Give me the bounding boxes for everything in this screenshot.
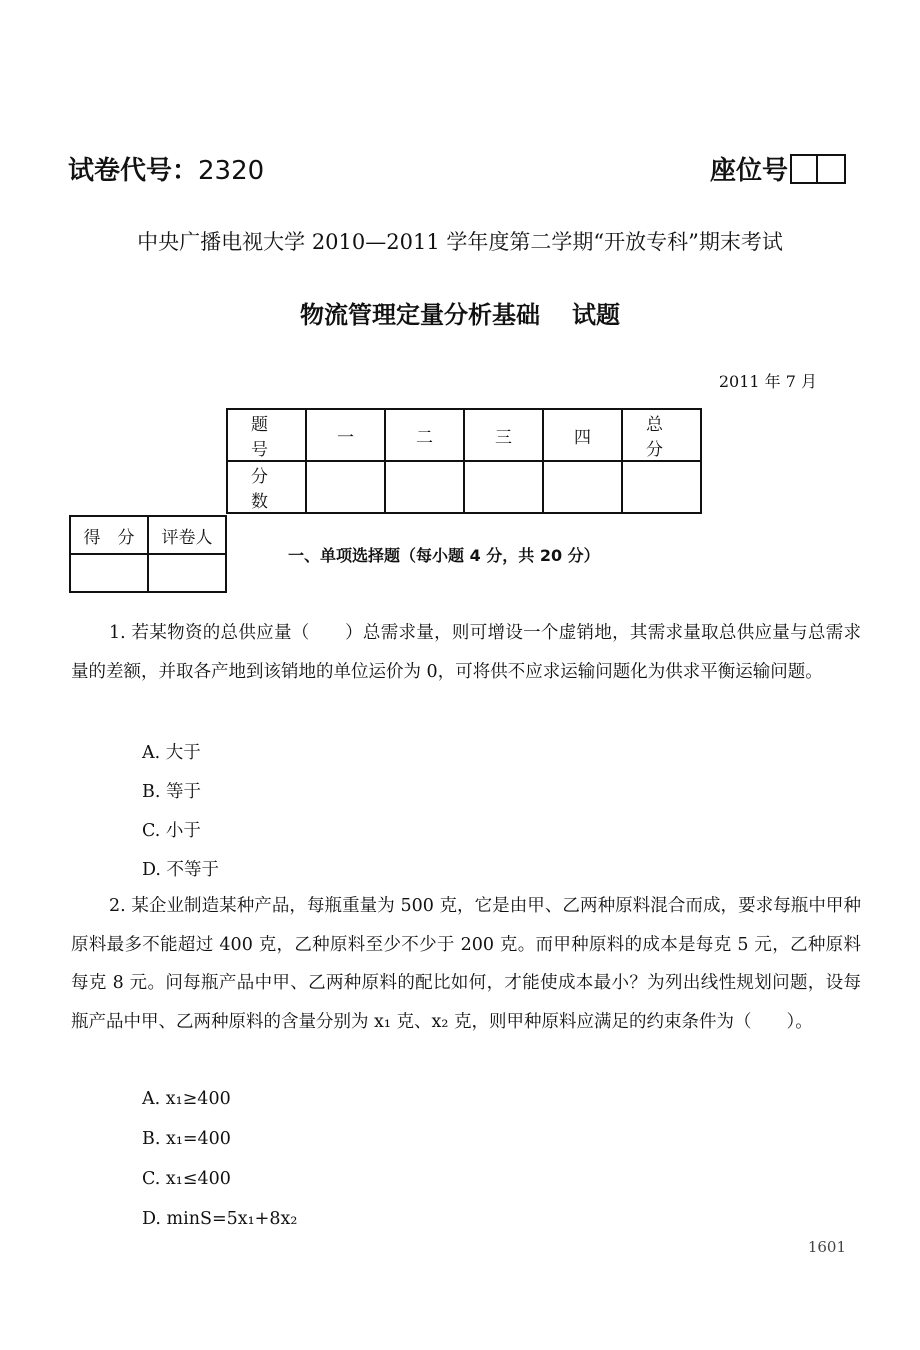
exam-code-value: 2320: [198, 156, 265, 186]
seat-box-1: [790, 154, 818, 184]
score-table-row-label: 分 数: [227, 461, 306, 513]
score-cell-1: [306, 461, 385, 513]
exam-code-label: 试卷代号：: [68, 156, 199, 186]
question-1-option-c: C. 小于: [142, 821, 201, 841]
seat-number-boxes: [790, 154, 846, 184]
grader-table-grader-label: 评卷人: [148, 516, 226, 554]
subject-name: 物流管理定量分析基础: [300, 301, 540, 329]
score-table-col-4: 四: [543, 409, 622, 461]
question-1-option-a: A. 大于: [142, 743, 201, 763]
score-cell-4: [543, 461, 622, 513]
score-table-score-row: [227, 461, 701, 513]
score-table-header-row: [227, 409, 701, 461]
seat-box-2: [818, 154, 846, 184]
question-2-option-a: A. x₁≥400: [142, 1089, 231, 1109]
score-table-col-1: 一: [306, 409, 385, 461]
exam-code: [68, 150, 264, 187]
score-table-col-total: 总 分: [622, 409, 701, 461]
grader-table: [69, 515, 227, 593]
exam-title: 中央广播电视大学 2010—2011 学年度第二学期“开放专科”期末考试: [137, 230, 783, 254]
score-cell-total: [622, 461, 701, 513]
score-cell-3: [464, 461, 543, 513]
score-table-col-2: 二: [385, 409, 464, 461]
exam-date: 2011 年 7 月: [718, 372, 817, 391]
score-cell-2: [385, 461, 464, 513]
question-1-option-b: B. 等于: [142, 782, 201, 802]
question-2-option-b: B. x₁=400: [142, 1129, 231, 1149]
grader-table-score-label: 得 分: [70, 516, 148, 554]
question-2-option-c: C. x₁≤400: [142, 1169, 231, 1189]
grader-name-cell: [148, 554, 226, 592]
question-2-text: 2. 某企业制造某种产品，每瓶重量为 500 克，它是由甲、乙两种原料混合而成，要求每瓶中甲种原料最多不能超过 400 克，乙种原料至少不少于 200 克。而甲种原料的成本是每克 5 元，乙种原料每克 8 元。问每瓶产品中甲、乙两种原料的配比如何，才能使成本最小？为列出线性规划问题，设每瓶产品中甲、乙两种原料的含量分别为 x₁ 克、x₂ 克，则甲种原料应满足的约束条件为（ ）。: [71, 896, 861, 1032]
grader-score-cell: [70, 554, 148, 592]
score-table: [226, 408, 708, 514]
question-1-option-d: D. 不等于: [142, 860, 220, 880]
section-title: 一、单项选择题（每小题 4 分，共 20 分）: [288, 546, 600, 565]
score-table-col-3: 三: [464, 409, 543, 461]
subject-suffix: 试题: [572, 301, 620, 329]
score-table-header: 题 号: [227, 409, 306, 461]
seat-number: [710, 150, 846, 187]
subject-title: [0, 295, 920, 330]
question-1-text: 1. 若某物资的总供应量（ ）总需求量，则可增设一个虚销地，其需求量取总供应量与总需求量的差额，并取各产地到该销地的单位运价为 0，可将供不应求运输问题化为供求平衡运输问题。: [71, 623, 861, 682]
question-2-option-d: D. minS=5x₁+8x₂: [142, 1209, 298, 1229]
seat-number-label: 座位号: [710, 156, 789, 186]
page-number: 1601: [807, 1238, 846, 1256]
